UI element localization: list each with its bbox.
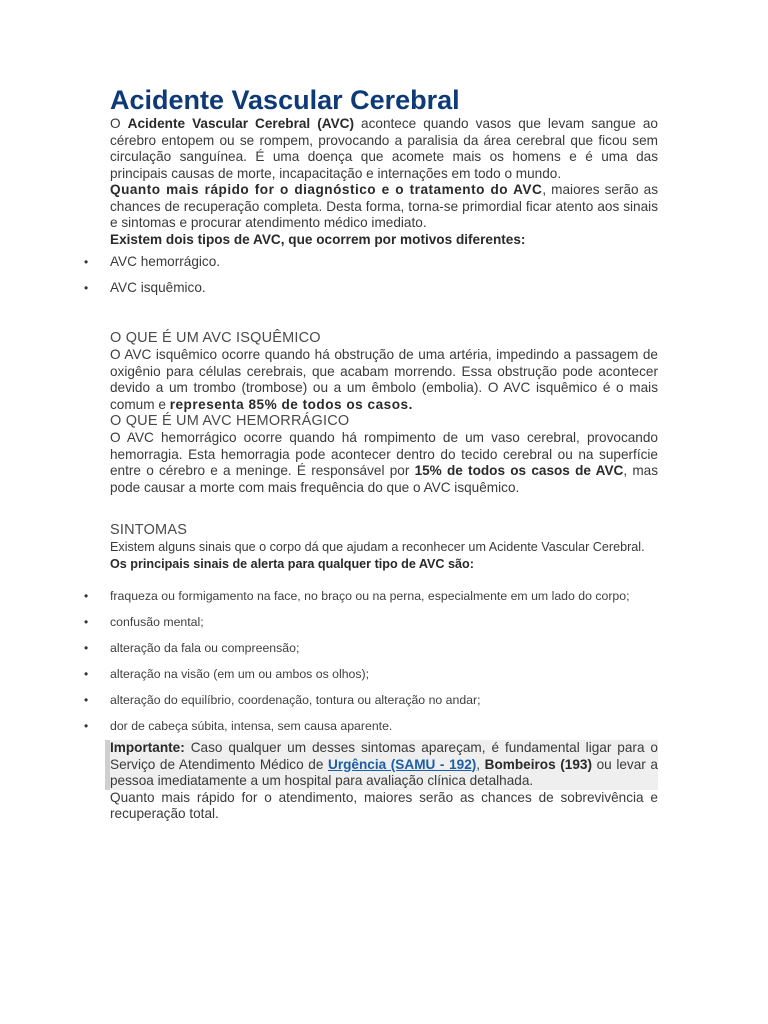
list-item: • fraqueza ou formigamento na face, no braço ou na perna, especialmente em um lado do corpo; — [110, 584, 658, 608]
diagnosis-text: , maiores serão as chances de recuperação completa. Desta forma, torna-se primordial ficar atento aos sinais e sintomas e procurar atendimento médico imediato. — [110, 182, 658, 230]
list-item: • dor de cabeça súbita, intensa, sem causa aparente. — [110, 714, 658, 738]
isquemico-text: O AVC isquêmico ocorre quando há obstrução de uma artéria, impedindo a passagem de oxigênio para células cerebrais, que acabam morrendo. Essa obstrução pode acontecer devido a um trombo (trombose) ou a um êmbolo (embolia). O AVC isquêmico é o mais comum e — [110, 347, 658, 412]
intro-text: O — [110, 116, 128, 131]
hemorragico-bold: 15% de todos os casos de AVC — [414, 463, 624, 478]
intro-bold: Acidente Vascular Cerebral (AVC) — [127, 116, 354, 131]
list-item: • AVC isquêmico. — [110, 280, 658, 296]
important-callout — [105, 740, 658, 790]
important-text-2: ou levar a pessoa imediatamente a um hospital para avaliação clínica detalhada. — [110, 756, 658, 788]
diagnosis-paragraph — [110, 182, 658, 232]
document-page — [110, 84, 658, 823]
intro-text-2: acontece quando vasos que levam sangue ao cérebro entopem ou se rompem, provocando a paralisia da área cerebral que ficou sem circulação sanguínea. É uma doença que acomete mais os homens e é uma das principais causas de morte, incapacitação e internações em todo o mundo. — [110, 116, 658, 181]
hemorragico-text-2: , mas pode causar a morte com mais frequência do que o AVC isquêmico. — [110, 463, 659, 495]
hemorragico-text: O AVC hemorrágico ocorre quando há rompimento de um vaso cerebral, provocando hemorragia. Esta hemorragia pode acontecer dentro do tecido cerebral ou na superfície entre o cérebro e a meninge. É responsável por — [110, 430, 658, 478]
hemorragico-paragraph — [110, 430, 658, 496]
closing-paragraph: Quanto mais rápido for o atendimento, maiores serão as chances de sobrevivência e recuperação total. — [110, 789, 658, 821]
list-item: • alteração da fala ou compreensão; — [110, 636, 658, 660]
list-item: • alteração na visão (em um ou ambos os olhos); — [110, 662, 658, 686]
section-heading-isquemico: O QUE É UM AVC ISQUÊMICO — [110, 330, 321, 346]
section-heading-hemorragico: O QUE É UM AVC HEMORRÁGICO — [110, 413, 350, 429]
important-label: Importante: — [110, 740, 185, 755]
important-separator: , — [476, 756, 485, 772]
page-title: Acidente Vascular Cerebral — [110, 85, 460, 115]
sintomas-lead: Os principais sinais de alerta para qualquer tipo de AVC são: — [110, 556, 474, 571]
list-item: • confusão mental; — [110, 610, 658, 634]
list-item: • AVC hemorrágico. — [110, 254, 658, 270]
sintomas-list — [110, 584, 658, 738]
isquemico-paragraph — [110, 347, 658, 413]
types-list — [110, 254, 658, 296]
important-paragraph — [110, 740, 658, 790]
diagnosis-bold: Quanto mais rápido for o diagnóstico e o tratamento do AVC — [110, 182, 543, 197]
bombeiros-bold: Bombeiros (193) — [484, 756, 593, 772]
sintomas-paragraph: Existem alguns sinais que o corpo dá que ajudam a reconhecer um Acidente Vascular Cerebral. — [110, 540, 645, 554]
important-text: Caso qualquer um desses sintomas apareçam, é fundamental ligar para o Serviço de Atendimento Médico de — [110, 740, 658, 772]
samu-link[interactable]: Urgência (SAMU - 192) — [328, 756, 477, 772]
types-lead: Existem dois tipos de AVC, que ocorrem por motivos diferentes: — [110, 231, 526, 247]
list-item: • alteração do equilíbrio, coordenação, tontura ou alteração no andar; — [110, 688, 658, 712]
intro-paragraph — [110, 116, 658, 182]
isquemico-bold: representa 85% de todos os casos. — [169, 396, 413, 412]
section-heading-sintomas: SINTOMAS — [110, 522, 188, 538]
